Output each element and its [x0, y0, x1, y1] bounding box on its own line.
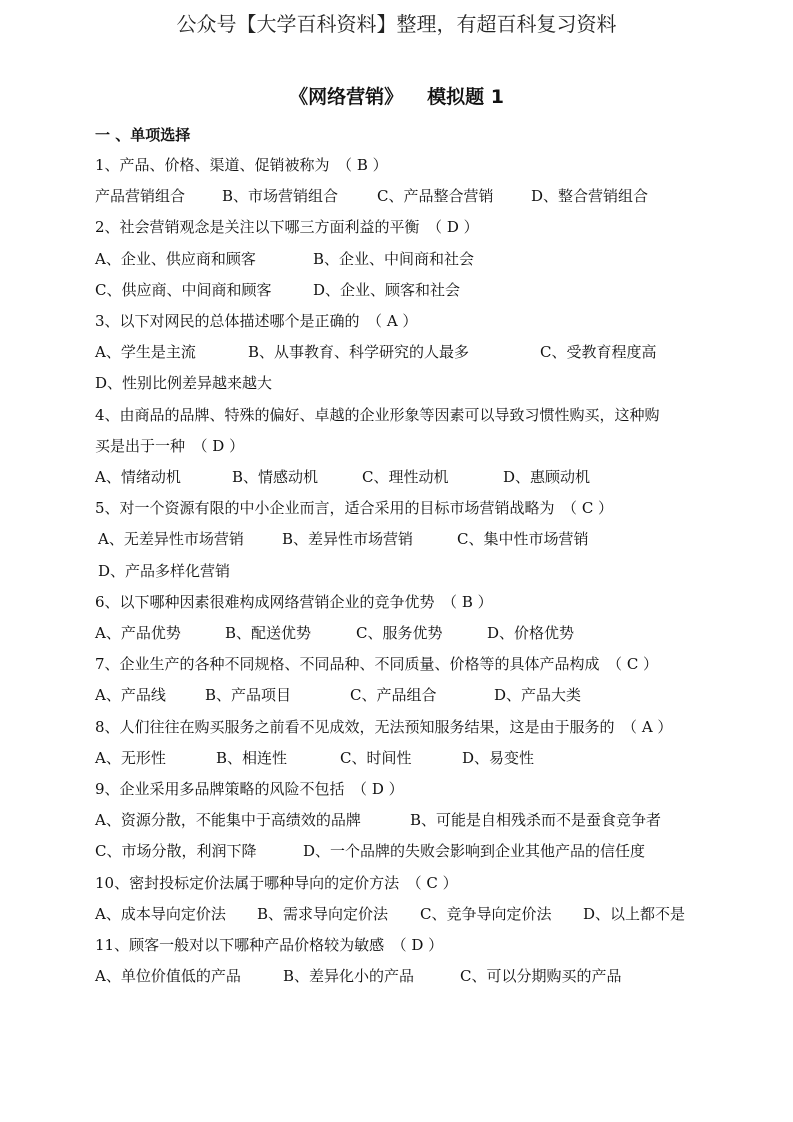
answer-option: A、单位价值低的产品 — [95, 967, 241, 986]
answer-option: D、整合营销组合 — [531, 187, 649, 206]
answer-option: D、产品大类 — [494, 686, 582, 705]
course-title: 《网络营销》 — [289, 86, 404, 108]
question-stem: 5、对一个资源有限的中小企业而言，适合采用的目标市场营销战略为 （ C ） — [95, 499, 614, 518]
answer-option: C、理性动机 — [362, 468, 449, 486]
answer-option: A、学生是主流 — [95, 343, 196, 362]
answer-option: C、时间性 — [340, 748, 412, 767]
answer-option: A、成本导向定价法 — [95, 904, 226, 923]
answer-option: B、配送优势 — [225, 624, 312, 642]
question-stem: 1、产品、价格、渠道、促销被称为 （ B ） — [95, 156, 388, 174]
answer-option: A、产品线 — [95, 686, 166, 705]
answer-option: C、服务优势 — [356, 624, 443, 642]
answer-option: A、无形性 — [95, 748, 166, 767]
question-stem: 11、顾客一般对以下哪种产品价格较为敏感 （ D ） — [95, 936, 444, 954]
answer-option: A、资源分散，不能集中于高绩效的品牌 — [95, 811, 361, 830]
page-header: 公众号【大学百科资料】整理，有超百科复习资料 — [176, 12, 617, 36]
question-stem: 6、以下哪种因素很难构成网络营销企业的竞争优势 （ B ） — [95, 592, 493, 611]
answer-option: D、价格优势 — [487, 624, 575, 642]
answer-option: C、产品整合营销 — [377, 187, 494, 206]
answer-option: B、产品项目 — [205, 686, 292, 705]
answer-option: B、差异化小的产品 — [283, 967, 415, 986]
answer-option: A、企业、供应商和顾客 — [95, 249, 256, 268]
document-title — [0, 82, 793, 109]
answer-option: B、企业、中间商和社会 — [313, 249, 475, 268]
answer-option: D、易变性 — [462, 748, 535, 767]
answer-option: D、性别比例差异越来越大 — [95, 374, 273, 393]
answer-option: D、惠顾动机 — [503, 468, 591, 486]
answer-option: A、产品优势 — [95, 624, 181, 642]
question-stem: 3、以下对网民的总体描述哪个是正确的 （ A ） — [95, 312, 418, 330]
answer-option: B、差异性市场营销 — [282, 530, 414, 549]
answer-option: D、以上都不是 — [583, 904, 686, 923]
answer-option: A、无差异性市场营销 — [98, 530, 244, 549]
question-stem: 9、企业采用多品牌策略的风险不包括 （ D ） — [95, 780, 404, 798]
answer-option: D、一个品牌的失败会影响到企业其他产品的信任度 — [303, 842, 646, 861]
question-stem: 8、人们往往在购买服务之前看不见成效，无法预知服务结果，这是由于服务的 （ A ） — [95, 717, 673, 736]
question-stem: 4、由商品的品牌、特殊的偏好、卓越的企业形象等因素可以导致习惯性购买，这种购 — [95, 405, 660, 424]
question-stem: 买是出于一种 （ D ） — [95, 436, 245, 455]
answer-option: 产品营销组合 — [95, 187, 186, 206]
answer-option: D、企业、顾客和社会 — [313, 280, 461, 299]
section-heading: 一 、单项选择 — [95, 126, 191, 144]
answer-option: A、情绪动机 — [95, 468, 181, 486]
answer-option: C、供应商、中间商和顾客 — [95, 280, 272, 299]
answer-option: B、需求导向定价法 — [257, 904, 389, 923]
answer-option: C、市场分散，利润下降 — [95, 842, 257, 861]
answer-option: B、从事教育、科学研究的人最多 — [248, 343, 470, 362]
answer-option: B、市场营销组合 — [222, 187, 339, 206]
answer-option: C、产品组合 — [350, 686, 437, 705]
question-stem: 7、企业生产的各种不同规格、不同品种、不同质量、价格等的具体产品构成 （ C ） — [95, 655, 659, 674]
exam-subtitle: 模拟题 1 — [427, 86, 504, 108]
answer-option: B、可能是自相残杀而不是蚕食竞争者 — [410, 811, 662, 830]
question-stem: 2、社会营销观念是关注以下哪三方面利益的平衡 （ D ） — [95, 218, 479, 237]
answer-option: C、受教育程度高 — [540, 343, 657, 362]
answer-option: C、可以分期购买的产品 — [460, 967, 622, 986]
answer-option: D、产品多样化营销 — [98, 561, 231, 580]
answer-option: B、情感动机 — [232, 468, 319, 486]
question-stem: 10、密封投标定价法属于哪种导向的定价方法 （ C ） — [95, 873, 458, 892]
answer-option: C、竞争导向定价法 — [420, 904, 552, 923]
answer-option: C、集中性市场营销 — [457, 530, 589, 549]
answer-option: B、相连性 — [216, 748, 288, 767]
